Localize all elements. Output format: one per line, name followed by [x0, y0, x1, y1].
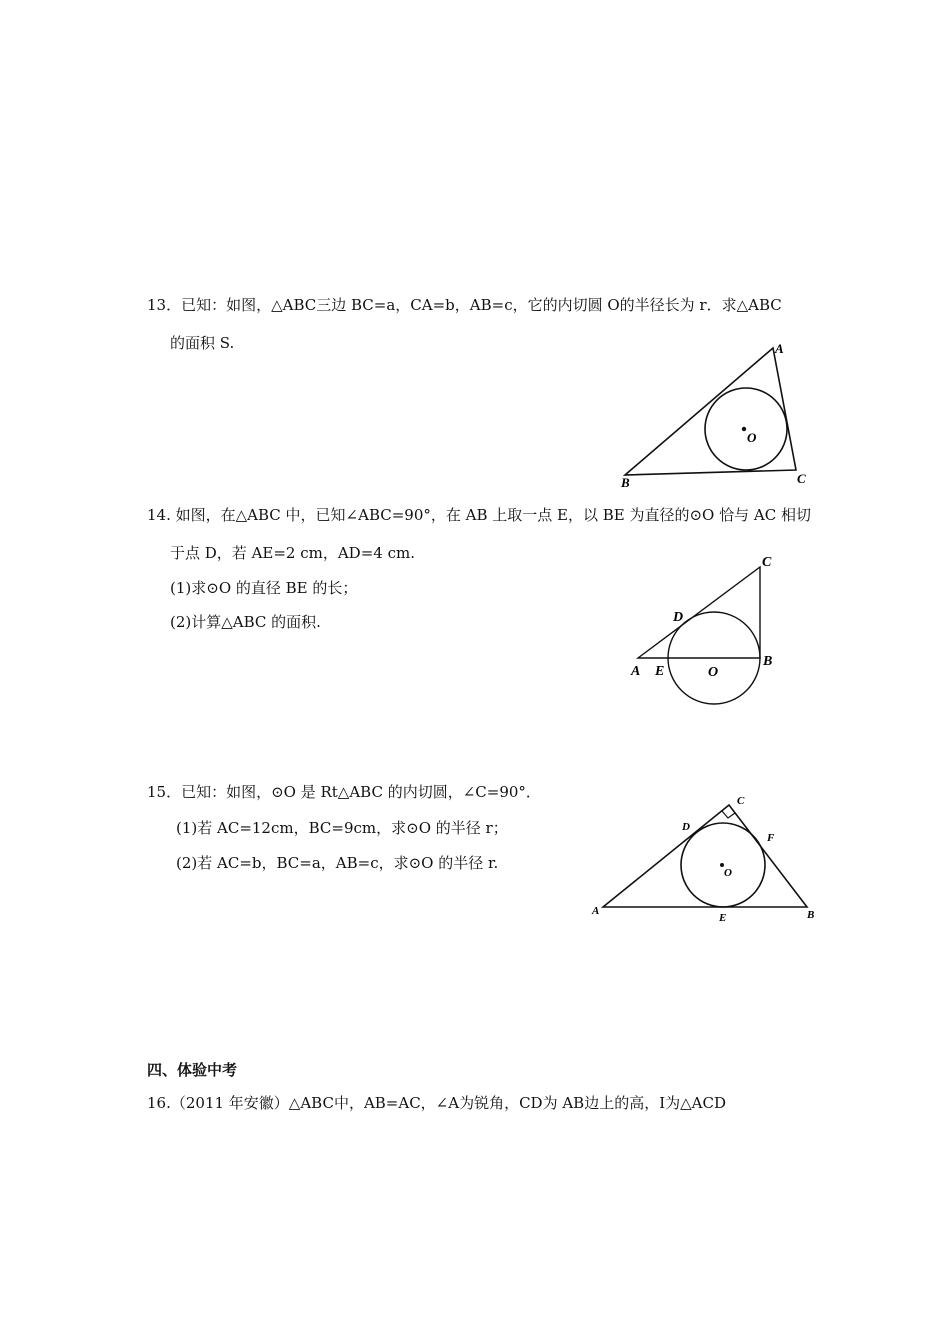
q13-line1: 13．已知：如图，△ABC三边 BC=a，CA=b，AB=c，它的内切圆 O的半径长为 r．求△ABC — [147, 296, 782, 314]
q14-label-b: B — [763, 654, 773, 669]
q15-part2: (2)若 AC=b，BC=a，AB=c，求⊙O 的半径 r. — [176, 854, 499, 872]
q13-triangle — [625, 348, 796, 475]
q15-part1: (1)若 AC=12cm，BC=9cm，求⊙O 的半径 r； — [176, 819, 508, 837]
q15-label-o: O — [724, 867, 732, 879]
q13-label-a: A — [775, 341, 784, 356]
q14-figure — [625, 550, 785, 710]
q13-figure — [615, 340, 815, 490]
q14-label-d: D — [673, 610, 684, 625]
q13-line2: 的面积 S. — [170, 334, 235, 352]
q14-part1: (1)求⊙O 的直径 BE 的长； — [170, 579, 358, 597]
q15-label-a: A — [592, 905, 600, 917]
q14-label-c: C — [762, 555, 772, 570]
q15-label-b: B — [807, 909, 815, 921]
q15-right-angle-mark — [722, 811, 735, 818]
q14-label-e: E — [655, 664, 665, 679]
q16-line1: 16.（2011 年安徽）△ABC中，AB=AC，∠A为锐角，CD为 AB边上的高，I为△ACD — [147, 1094, 727, 1112]
q15-label-e: E — [719, 912, 727, 924]
section-heading: 四、体验中考 — [147, 1061, 238, 1079]
q14-label-o: O — [708, 665, 719, 680]
q14-part2: (2)计算△ABC 的面积. — [170, 613, 321, 631]
q15-label-f: F — [767, 832, 775, 844]
q15-triangle — [603, 805, 807, 907]
q14-line2: 于点 D，若 AE=2 cm，AD=4 cm. — [170, 544, 415, 562]
q14-triangle — [638, 567, 760, 658]
q14-line1: 14. 如图，在△ABC 中，已知∠ABC=90°，在 AB 上取一点 E，以 BE 为直径的⊙O 恰与 AC 相切 — [147, 506, 811, 524]
q13-label-b: B — [621, 475, 630, 490]
q15-label-c: C — [737, 795, 745, 807]
q13-label-o: O — [747, 430, 757, 445]
q14-label-a: A — [631, 664, 641, 679]
q15-label-d: D — [682, 821, 690, 833]
q15-figure — [585, 788, 825, 928]
q13-label-c: C — [797, 471, 806, 486]
q13-center-dot — [742, 427, 746, 431]
q15-line1: 15．已知：如图，⊙O 是 Rt△ABC 的内切圆，∠C=90°． — [147, 783, 541, 801]
